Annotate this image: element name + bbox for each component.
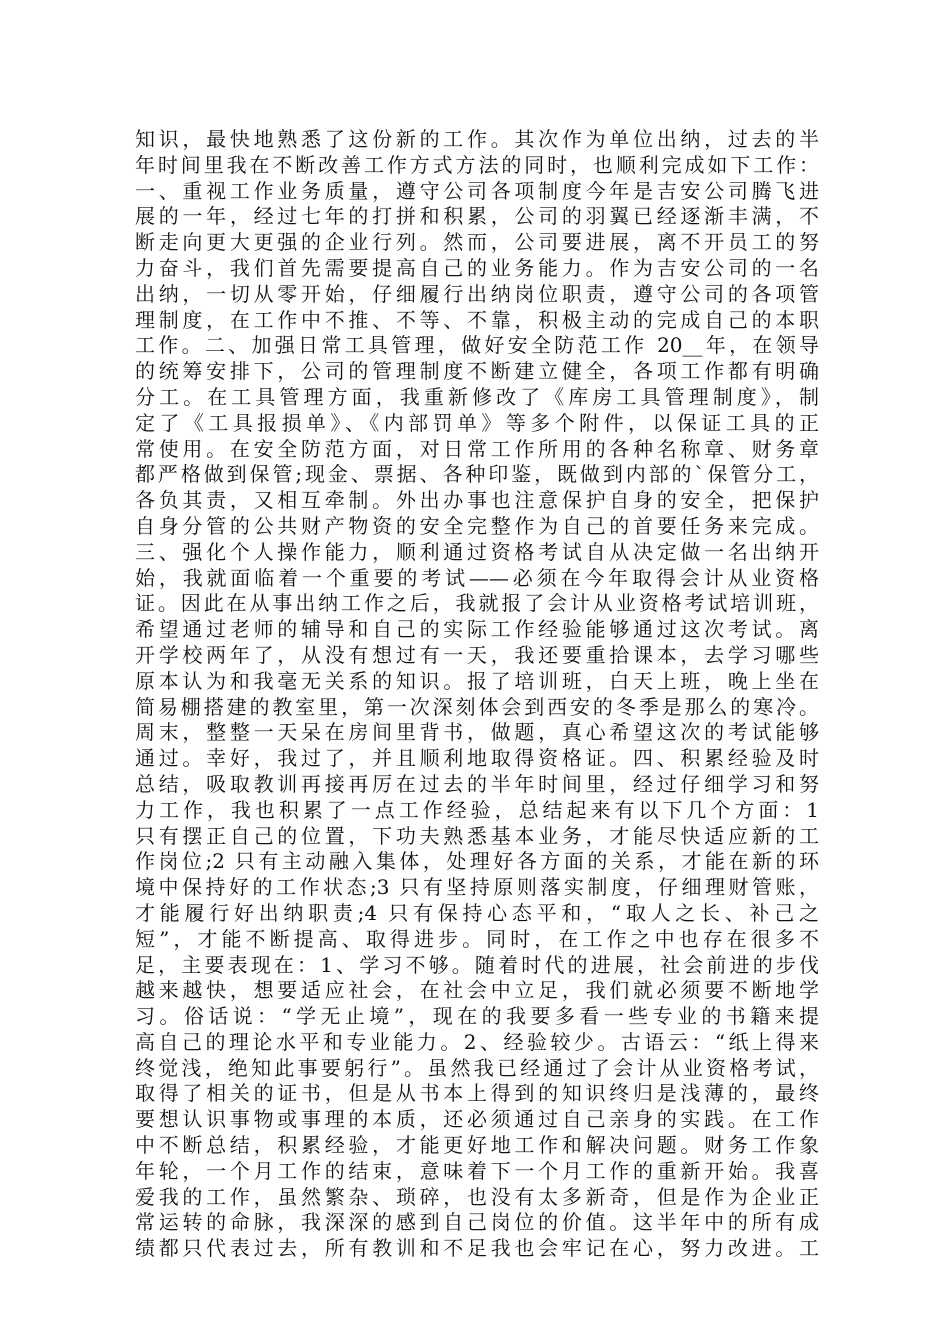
body-text-line: 足，主要表现在：1、学习不够。随着时代的进展，社会前进的步伐 [135, 952, 819, 977]
body-text-line: 一、重视工作业务质量，遵守公司各项制度今年是吉安公司腾飞进 [135, 178, 819, 203]
body-text-line: 作岗位;2 只有主动融入集体，处理好各方面的关系，才能在新的环 [135, 849, 819, 874]
body-text-line: 终觉浅，绝知此事要躬行”。虽然我已经通过了会计从业资格考试， [135, 1055, 819, 1080]
body-text-line: 希望通过老师的辅导和自己的实际工作经验能够通过这次考试。离 [135, 617, 819, 642]
body-text-line: 各负其责，又相互牵制。外出办事也注意保护自身的安全，把保护 [135, 488, 819, 513]
body-text-line: 越来越快，想要适应社会，在社会中立足，我们就必须要不断地学 [135, 978, 819, 1003]
body-text-line: 才能履行好出纳职责;4 只有保持心态平和，“取人之长、补己之 [135, 900, 819, 925]
body-text-line: 自身分管的公共财产物资的安全完整作为自己的首要任务来完成。 [135, 513, 819, 538]
body-text-line: 常运转的命脉，我深深的感到自己岗位的价值。这半年中的所有成 [135, 1210, 819, 1235]
body-text-line: 要想认识事物或事理的本质，还必须通过自己亲身的实践。在工作 [135, 1107, 819, 1132]
body-text-line: 开学校两年了，从没有想过有一天，我还要重拾课本，去学习哪些 [135, 642, 819, 667]
body-text-line: 境中保持好的工作状态;3 只有坚持原则落实制度，仔细理财管账， [135, 875, 819, 900]
body-text-line: 周末，整整一天呆在房间里背书，做题，真心希望这次的考试能够 [135, 720, 819, 745]
body-text-line: 习。俗话说：“学无止境”，现在的我要多看一些专业的书籍来提 [135, 1004, 819, 1029]
body-text-line: 始，我就面临着一个重要的考试——必须在今年取得会计从业资格 [135, 565, 819, 590]
body-text-line: 绩都只代表过去，所有教训和不足我也会牢记在心，努力改进。工 [135, 1236, 819, 1261]
body-text-line: 定了《工具报损单》、《内部罚单》等多个附件，以保证工具的正 [135, 410, 819, 435]
body-text-line: 的统筹安排下，公司的管理制度不断建立健全，各项工作都有明确 [135, 359, 819, 384]
body-text-line: 年轮，一个月工作的结束，意味着下一个月工作的重新开始。我喜 [135, 1158, 819, 1183]
body-text-line: 理制度，在工作中不推、不等、不靠，积极主动的完成自己的本职 [135, 307, 819, 332]
body-text-line: 展的一年，经过七年的打拼和积累，公司的羽翼已经逐渐丰满，不 [135, 204, 819, 229]
body-text-line: 中不断总结，积累经验，才能更好地工作和解决问题。财务工作象 [135, 1133, 819, 1158]
body-text-line: 三、强化个人操作能力，顺利通过资格考试自从决定做一名出纳开 [135, 539, 819, 564]
body-text-line: 简易棚搭建的教室里，第一次深刻体会到西安的冬季是那么的寒冷。 [135, 694, 819, 719]
body-text-line: 爱我的工作，虽然繁杂、琐碎，也没有太多新奇，但是作为企业正 [135, 1184, 819, 1209]
body-text-line: 总结，吸取教训再接再厉在过去的半年时间里，经过仔细学习和努 [135, 771, 819, 796]
body-text-line: 只有摆正自己的位置，下功夫熟悉基本业务，才能尽快适应新的工 [135, 823, 819, 848]
body-text-line: 证。因此在从事出纳工作之后，我就报了会计从业资格考试培训班， [135, 591, 819, 616]
body-text-line: 断走向更大更强的企业行列。然而，公司要进展，离不开员工的努 [135, 230, 819, 255]
body-text-line: 取得了相关的证书，但是从书本上得到的知识终归是浅薄的，最终 [135, 1081, 819, 1106]
body-text-line: 分工。在工具管理方面，我重新修改了《库房工具管理制度》，制 [135, 384, 819, 409]
body-text-line: 通过。幸好，我过了，并且顺利地取得资格证。四、积累经验及时 [135, 746, 819, 771]
body-text-line: 都严格做到保管;现金、票据、各种印鉴，既做到内部的`保管分工， [135, 462, 819, 487]
body-text-line: 高自己的理论水平和专业能力。2、经验较少。古语云：“纸上得来 [135, 1029, 819, 1054]
body-text-line: 出纳，一切从零开始，仔细履行出纳岗位职责，遵守公司的各项管 [135, 281, 819, 306]
body-text-line: 力工作，我也积累了一点工作经验，总结起来有以下几个方面：1 [135, 797, 819, 822]
body-text-line: 短”，才能不断提高、取得进步。同时，在工作之中也存在很多不 [135, 926, 819, 951]
body-text-line: 常使用。在安全防范方面，对日常工作所用的各种名称章、财务章 [135, 436, 819, 461]
document-body-text [135, 127, 819, 1262]
body-text-line: 年时间里我在不断改善工作方式方法的同时，也顺利完成如下工作： [135, 152, 819, 177]
body-text-line: 力奋斗，我们首先需要提高自己的业务能力。作为吉安公司的一名 [135, 255, 819, 280]
body-text-line: 原本认为和我毫无关系的知识。报了培训班，白天上班，晚上坐在 [135, 668, 819, 693]
body-text-line: 知识，最快地熟悉了这份新的工作。其次作为单位出纳，过去的半 [135, 127, 819, 151]
body-text-line: 工作。二、加强日常工具管理，做好安全防范工作 20__年，在领导 [135, 333, 819, 358]
